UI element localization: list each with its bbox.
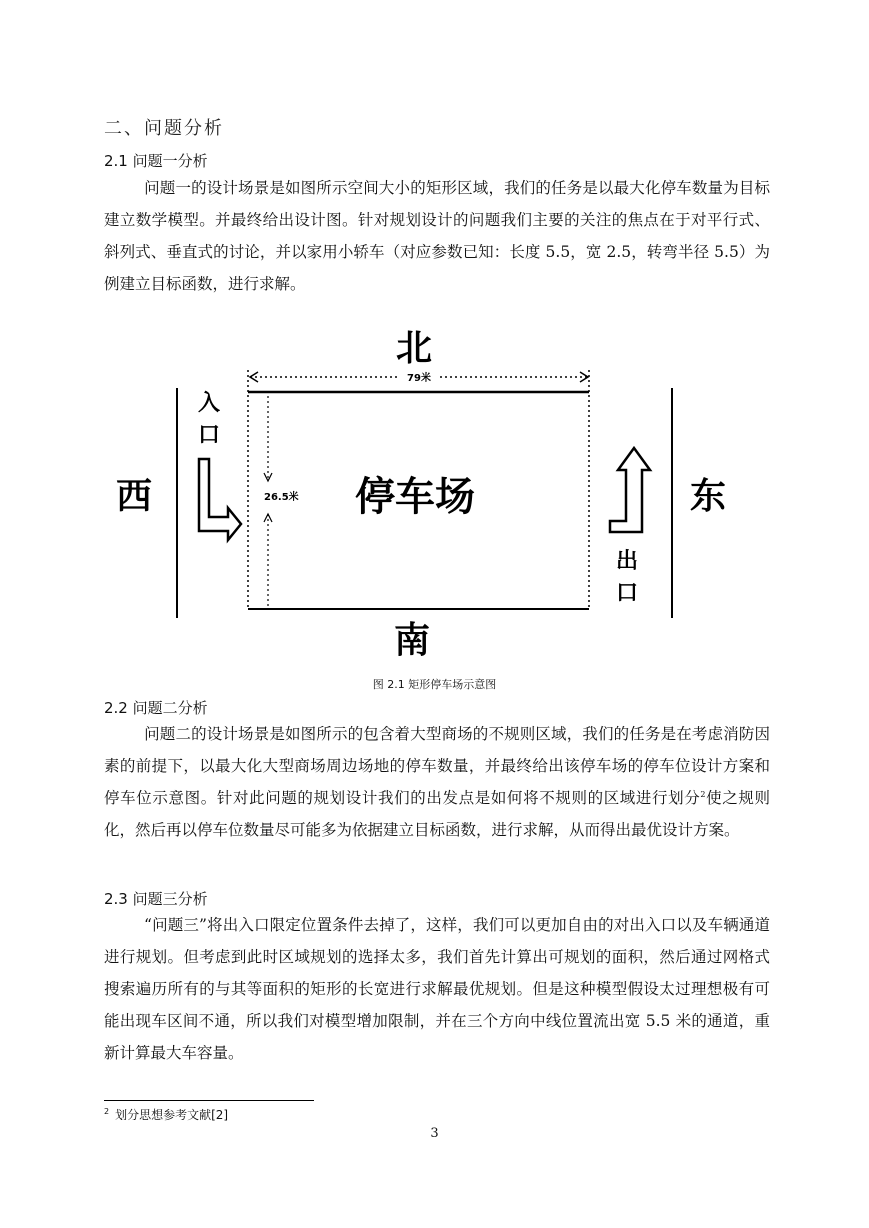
footnote — [104, 1106, 228, 1123]
section-title: 二、问题分析 — [104, 118, 224, 139]
figure-caption: 图 2.1 矩形停车场示意图 — [372, 678, 497, 691]
paragraph-2-1-text: 问题一的设计场景是如图所示空间大小的矩形区域，我们的任务是以最大化停车数量为目标建立数学模型。并最终给出设计图。针对规划设计的问题我们主要的关注的焦点在于对平行式、斜列式、垂直式的讨论，并以家用小轿车（对应参数已知：长度 5.5，宽 2.5，转弯半径 5.5）为例建立目标函数，进行求解。 — [104, 179, 770, 293]
parking-lot-figure — [0, 318, 869, 678]
paragraph-2-2 — [104, 718, 770, 846]
north-label: 北 — [395, 328, 433, 369]
heading-2-3: 2.3 问题三分析 — [104, 890, 208, 908]
footnote-ref[interactable]: 2 — [700, 789, 706, 799]
width-label: 79米 — [407, 373, 431, 384]
heading-2-1: 2.1 问题一分析 — [104, 152, 208, 170]
parking-lot-label: 停车场 — [355, 474, 475, 520]
height-label: 26.5米 — [264, 492, 299, 503]
footnote-text: 划分思想参考文献[2] — [115, 1108, 229, 1122]
west-label: 西 — [115, 476, 153, 517]
paragraph-2-2-text-a: 问题二的设计场景是如图所示的包含着大型商场的不规则区域，我们的任务是在考虑消防因素的前提下，以最大化大型商场周边场地的停车数量，并最终给出该停车场的停车位设计方案和停车位示意图。针对此问题的规划设计我们的出发点是如何将不规则的区域进行划分 — [104, 725, 770, 807]
paragraph-2-1 — [104, 172, 770, 300]
exit-arrow-icon — [610, 448, 650, 532]
footnote-number: 2 — [104, 1107, 110, 1116]
entrance-label-2: 口 — [197, 423, 221, 448]
paragraph-2-3 — [104, 909, 770, 1069]
entrance-label-1: 入 — [197, 391, 221, 416]
page-number: 3 — [430, 1126, 439, 1141]
heading-2-2: 2.2 问题二分析 — [104, 699, 208, 717]
paragraph-2-3-text: “问题三”将出入口限定位置条件去掉了，这样，我们可以更加自由的对出入口以及车辆通道进行规划。但考虑到此时区域规划的选择太多，我们首先计算出可规划的面积，然后通过网格式搜索遍历所有的与其等面积的矩形的长宽进行求解最优规划。但是这种模型假设太过理想极有可能出现车区间不通，所以我们对模型增加限制，并在三个方向中线位置流出宽 5.5 米的通道，重新计算最大车容量。 — [104, 916, 770, 1062]
south-label: 南 — [393, 620, 431, 661]
east-label: 东 — [689, 476, 727, 517]
exit-label-2: 口 — [615, 581, 639, 606]
entrance-arrow-icon — [199, 459, 241, 540]
footnote-divider — [104, 1100, 314, 1101]
paragraph-2-2-text-b: 使之规则化，然后再以停车位数量尽可能多为依据建立目标函数，进行求解，从而得出最优设计方案。 — [104, 789, 770, 839]
exit-label-1: 出 — [615, 549, 639, 574]
